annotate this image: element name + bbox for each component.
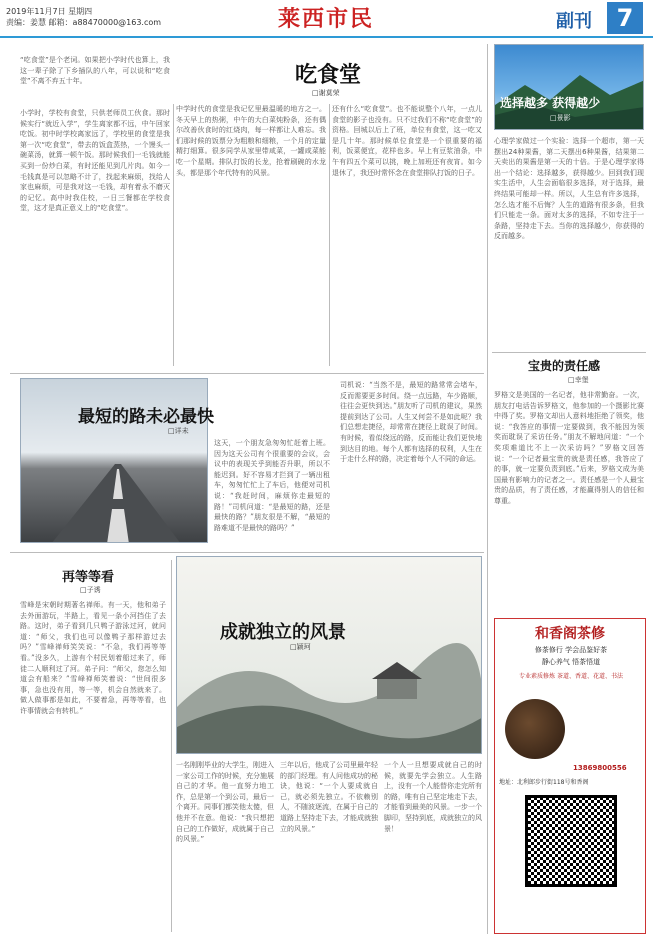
- column-divider: [173, 104, 174, 366]
- road-title: 最短的路未必最快: [78, 407, 214, 427]
- wait-byline: □子诱: [80, 586, 101, 594]
- choose-title: 选择越多 获得越少: [500, 96, 601, 110]
- ad-phone: 13869800556: [573, 764, 627, 772]
- landscape-painting: [176, 556, 482, 754]
- page-number: 7: [607, 2, 643, 34]
- article-lead: “吃食堂”是个老词。如果把小学时代也算上，我这一辈子除了下乡插队的八年，可以说和“吃食堂”不离不弃五十年。: [20, 56, 170, 86]
- page-header: [0, 0, 653, 38]
- article-column-2: 中学时代的食堂是我记忆里最温暖的地方之一。冬天早上的热粥，中午的大白菜炖粉条，还有偶尔改善伙食时的红烧肉，每一样都让人难忘。我们那时候的饭票分为粗粮和细粮，一个月的定量精打细算。很多同学从家里带咸菜，一罐咸菜能吃一个星期。排队打饭的长龙，抢着刷碗的水龙头，都是那个年代特有的风景。: [176, 105, 326, 177]
- row-divider: [10, 552, 484, 553]
- ad-slogan: 修茶修行 学会品鉴好茶: [534, 646, 608, 654]
- wait-body: 雪峰是宋朝时期著名禅师。有一天，他和弟子去外面游玩，半路上，看见一条小河挡住了去路。这时，弟子看到几只鸭子游泳过河，就问道：“师父，我们也可以像鸭子那样游过去吗？”雪峰禅师笑笑说：“不急，我们再等等看。”没多久，上游有个村民划着船过来了，师徒二人顺利过了河。弟子问：“师父，您怎么知道会有船来？”雪峰禅师笑着说：“世间很多事，急也没有用，等一等，机会自然就来了。做人做事都是如此，不要着急，再等等看，也许事情就会有转机。”: [20, 601, 166, 715]
- independent-column-1: 一名刚刚毕业的大学生，刚进入一家公司工作的时候，充分施展自己的才华。他一直努力地工作，总是第一个到公司，最后一个离开。同事们都笑他太傻，但他并不在意。他说：“我只想把自己的工作做好，成就属于自己的风景。”: [176, 761, 274, 844]
- road-column-2: 司机说：“当然不是，最短的路常常会堵车，反而需要更多时间。绕一点远路，车少路顺，往往会更快到达。”朋友听了司机的建议，果然提前到达了公司。人生又何尝不是如此呢？我们总想走捷径，却常常在捷径上耽误了时间。有时候，看似绕远的路，反而能让我们更快地到达目的地。每个人都有选择的权利，人生在于走什么样的路，决定着每个人不同的命运。: [340, 381, 482, 464]
- road-byline: □详未: [168, 427, 189, 435]
- qr-code-icon[interactable]: [525, 795, 617, 887]
- column-divider: [171, 560, 172, 932]
- article-byline: □谢莫荣: [312, 89, 340, 97]
- newspaper-name: 莱西市民: [277, 6, 374, 32]
- ad-subslogan: 静心养气 悟茶悟道: [541, 658, 601, 666]
- ad-title: 和香阁茶修: [535, 626, 605, 642]
- article-column-1: 小学时，学校有食堂，只供老师员工伙食。那时候实行“就近入学”，学生离家都不远，中午回家吃饭。初中时学校离家远了，学校里的食堂是我第一次“吃食堂”，带去的饭盒蒸热，一个馒头一碗菜汤，就算一顿午饭。那时候我们一毛钱就能买到一份炒白菜，有时还能见到几片肉。如今一毛钱真是可以忽略不计了，找起来麻烦，找给人家也麻烦，可是我对这一毛钱，却有着永不磨灭的记忆。高中时我住校，一日三餐都在学校食堂，这才是真正意义上的“吃食堂”。: [20, 109, 170, 213]
- responsibility-title: 宝贵的责任感: [528, 359, 601, 373]
- independent-title: 成就独立的风景: [220, 622, 346, 643]
- row-divider: [492, 352, 646, 353]
- wait-title: 再等等看: [62, 570, 115, 585]
- section-name: 副刊: [556, 11, 592, 32]
- row-divider: [10, 373, 484, 374]
- choose-byline: □景影: [550, 114, 571, 122]
- choose-body: 心理学家做过一个实验：选择一个超市，第一天摆出24种果酱，第二天摆出6种果酱，结果第二天卖出的果酱是第一天的十倍。于是心理学家得出一个结论：选择越多，获得越少。回到我们现实生活中，人生会面临很多选择，对于选择，最终结果可能却一样。所以，人生总有许多选择，怎么选才能不后悔？人生的道路有很多条，但我们只能走一条。面对太多的选择，不如专注于一条路，坚持走下去。当你的选择越少，你获得的反而越多。: [494, 137, 644, 241]
- tea-house-ad: [494, 618, 646, 934]
- road-column-1: 这天，一个朋友急匆匆忙赶着上班。因为这天公司有个很重要的会议，会议中的表现关乎到能否升职，所以不能迟到。好不容易才拦到了一辆出租车，匆匆忙忙上了车后，他便对司机说：“我赶时间，麻烦你走最短的路！”司机问道：“是最短的路，还是最快的路？”朋友很是不解，“最短的路难道不是最快的路吗？”: [214, 439, 330, 532]
- tea-set-image: [505, 699, 565, 759]
- ad-services: 专业素质修炼 茶道、香道、花道、书法: [519, 673, 623, 680]
- responsibility-byline: □幸堡: [568, 376, 589, 384]
- ad-address: 地址：北利郎步行街118号和香阁: [499, 779, 589, 786]
- independent-byline: □颖珂: [290, 643, 311, 651]
- independent-column-3: 一个人一旦想要成就自己的时候，就要先学会独立。人生路上，没有一个人能替你走完所有的路，唯有自己坚定地走下去，才能看到最美的风景。一步一个脚印，坚持到底，成就独立的风景！: [384, 761, 482, 833]
- responsibility-body: 罗格文是美国的一名记者，他非常勤奋。一次，朋友打电话告诉罗格文，他参加的一个摄影比赛中得了奖。罗格文却出人意料地拒绝了领奖，他说：“我答应的事情一定要做到，我不能因为领奖而耽误了采访任务。”朋友不解地问道：“一个奖项难道比不上一次采访吗？”罗格文回答说：“一个记者最宝贵的就是责任感，我答应了的事，就一定要负责到底。”后来，罗格文成为美国最有影响力的记者之一。责任感是一个人最宝贵的品质，有了责任感，才能赢得别人的信任和尊重。: [494, 391, 644, 505]
- header-date: 2019年11月7日 星期四 责编：姜慧 邮箱：a88470000@163.com: [6, 7, 162, 27]
- section-divider: [487, 44, 488, 934]
- article-title: 吃食堂: [294, 62, 361, 88]
- independent-column-2: 三年以后，他成了公司里最年轻的部门经理。有人问他成功的秘诀，他说：“一个人要成就自己，就必须先独立。不依赖别人，不随波逐流，在属于自己的道路上坚持走下去，才能成就独立的风景。”: [280, 761, 378, 833]
- column-divider: [329, 104, 330, 366]
- article-column-3: 还有什么“吃食堂”。也不能说整个八年，一点儿食堂的影子也没有。只不过我们不称“吃食堂”的资格。回城以后上了班，单位有食堂，这一吃又是几十年。那时候单位食堂是一个很重要的福利，饭菜便宜，花样也多。早上有豆浆油条，中午有四五个菜可以挑，晚上加班还有夜宵。如今退休了，我还时常怀念在食堂排队打饭的日子。: [332, 105, 482, 177]
